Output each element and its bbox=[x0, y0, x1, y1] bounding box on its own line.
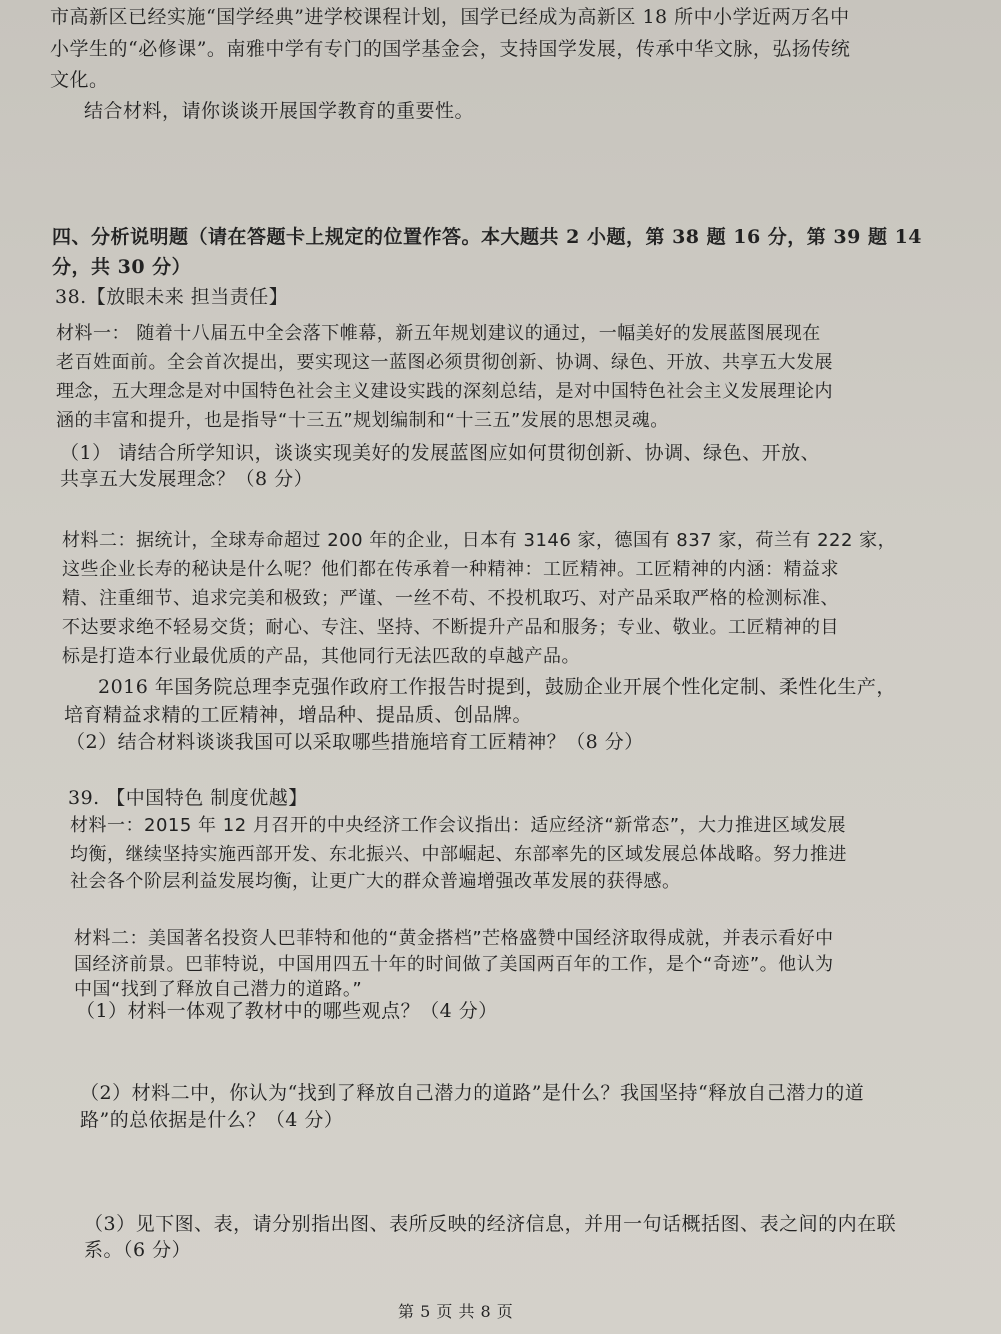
intro-prompt: 结合材料，请你谈谈开展国学教育的重要性。 bbox=[84, 100, 475, 122]
q39-material2-line-3: 中国“找到了释放自己潜力的道路。” bbox=[74, 979, 363, 1000]
q39-question1: （1）材料一体观了教材中的哪些观点？（4 分） bbox=[76, 1000, 498, 1022]
q38-material2-line-6: 2016 年国务院总理李克强作政府工作报告时提到，鼓励企业开展个性化定制、柔性化生产， bbox=[98, 676, 896, 698]
q39-question3-line-1: （3）见下图、表，请分别指出图、表所反映的经济信息，并用一句话概括图、表之间的内在联 bbox=[84, 1213, 897, 1235]
q39-material1-line-1: 材料一：2015 年 12 月召开的中央经济工作会议指出：适应经济“新常态”，大力推进区域发展 bbox=[70, 815, 847, 836]
q38-material2-line-4: 不达要求绝不轻易交货；耐心、专注、坚持、不断提升产品和服务；专业、敬业。工匠精神的目 bbox=[62, 617, 839, 638]
q39-material2-line-2: 国经济前景。巴菲特说，中国用四五十年的时间做了美国两百年的工作，是个“奇迹”。他认为 bbox=[74, 954, 834, 975]
q38-material1-line-4: 涵的丰富和提升，也是指导“十三五”规划编制和“十三五”发展的思想灵魂。 bbox=[56, 410, 669, 431]
q38-material2-line-7: 培育精益求精的工匠精神，增品种、提品质、创品牌。 bbox=[64, 704, 533, 726]
q38-material1-line-2: 老百姓面前。全会首次提出，要实现这一蓝图必须贯彻创新、协调、绿色、开放、共享五大发展 bbox=[56, 352, 833, 373]
intro-line-2: 小学生的“必修课”。南雅中学有专门的国学基金会，支持国学发展，传承中华文脉，弘扬传统 bbox=[50, 38, 851, 60]
section-heading-line-1: 四、分析说明题（请在答题卡上规定的位置作答。本大题共 2 小题，第 38 题 16 分，第 39 题 14 bbox=[52, 226, 923, 248]
q38-material2-line-1: 材料二：据统计，全球寿命超过 200 年的企业，日本有 3146 家，德国有 837 家，荷兰有 222 家， bbox=[62, 530, 897, 551]
q38-material1-line-3: 理念，五大理念是对中国特色社会主义建设实践的深刻总结，是对中国特色社会主义发展理论内 bbox=[56, 381, 833, 402]
q38-question1-line-1: （1） 请结合所学知识，谈谈实现美好的发展蓝图应如何贯彻创新、协调、绿色、开放、 bbox=[60, 442, 821, 464]
q39-material1-line-3: 社会各个阶层利益发展均衡，让更广大的群众普遍增强改革发展的获得感。 bbox=[70, 871, 681, 892]
q39-question3-line-2: 系。（6 分） bbox=[84, 1239, 192, 1261]
q39-title: 39. 【中国特色 制度优越】 bbox=[68, 787, 308, 809]
q39-material1-line-2: 均衡，继续坚持实施西部开发、东北振兴、中部崛起、东部率先的区域发展总体战略。努力推进 bbox=[70, 844, 847, 865]
q38-material2-line-2: 这些企业长寿的秘诀是什么呢？他们都在传承着一种精神：工匠精神。工匠精神的内涵：精益求 bbox=[62, 559, 839, 580]
intro-line-1: 市高新区已经实施“国学经典”进学校课程计划，国学已经成为高新区 18 所中小学近两万名中 bbox=[50, 6, 850, 28]
q39-question2-line-2: 路”的总依据是什么？（4 分） bbox=[80, 1109, 344, 1131]
q38-question1-line-2: 共享五大发展理念？（8 分） bbox=[60, 468, 314, 490]
q38-title: 38.【放眼未来 担当责任】 bbox=[55, 286, 289, 308]
q38-material2-line-5: 标是打造本行业最优质的产品，其他同行无法匹敌的卓越产品。 bbox=[62, 646, 580, 667]
q38-question2: （2）结合材料谈谈我国可以采取哪些措施培育工匠精神？（8 分） bbox=[66, 731, 644, 753]
q39-question2-line-1: （2）材料二中，你认为“找到了释放自己潜力的道路”是什么？我国坚持“释放自己潜力的道 bbox=[80, 1082, 865, 1104]
intro-line-3: 文化。 bbox=[50, 69, 109, 91]
q39-material2-line-1: 材料二：美国著名投资人巴菲特和他的“黄金搭档”芒格盛赞中国经济取得成就，并表示看好中 bbox=[74, 928, 834, 949]
section-heading-line-2: 分，共 30 分） bbox=[52, 256, 192, 278]
q38-material1-line-1: 材料一： 随着十八届五中全会落下帷幕，新五年规划建议的通过，一幅美好的发展蓝图展现在 bbox=[56, 323, 821, 344]
q38-material2-line-3: 精、注重细节、追求完美和极致；严谨、一丝不苟、不投机取巧、对产品采取严格的检测标准、 bbox=[62, 588, 839, 609]
page-number-footer: 第 5 页 共 8 页 bbox=[398, 1302, 514, 1321]
